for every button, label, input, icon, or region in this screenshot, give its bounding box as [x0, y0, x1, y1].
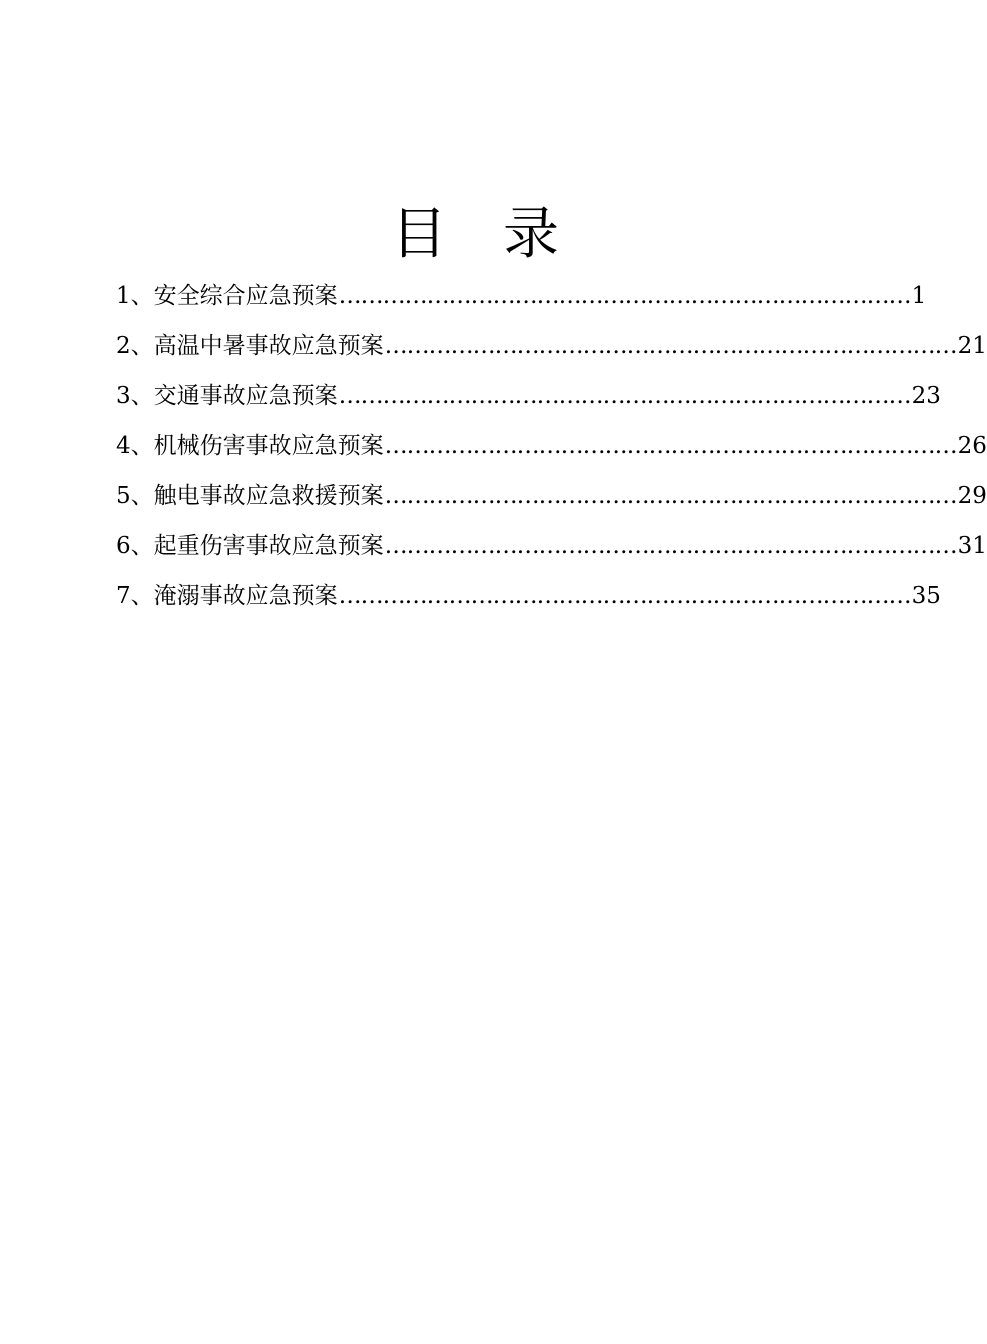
toc-entry[interactable]	[116, 273, 927, 323]
toc-entry[interactable]	[116, 523, 987, 573]
toc-entry-number: 5、	[116, 483, 154, 509]
toc-entry-title: 起重伤害事故应急预案	[153, 533, 384, 559]
toc-leader-dots: ……………………………………………………………………	[338, 583, 911, 609]
toc-entry-title: 触电事故应急救援预案	[153, 483, 384, 509]
toc-entry-page: 29	[957, 483, 987, 509]
toc-entry-number: 1、	[116, 283, 154, 309]
toc-entry-page: 1	[911, 283, 927, 309]
toc-entry-number: 2、	[116, 333, 154, 359]
toc-entry[interactable]	[116, 473, 987, 523]
toc-entry-title: 高温中暑事故应急预案	[153, 333, 384, 359]
toc-entry-page: 26	[957, 433, 987, 459]
toc-leader-dots: ……………………………………………………………………	[384, 433, 957, 459]
toc-entry-page: 23	[911, 383, 941, 409]
toc-entry[interactable]	[116, 423, 987, 473]
toc-title-char-2: 录	[503, 202, 559, 267]
toc-entry-page: 21	[957, 333, 987, 359]
toc-entry-title: 交通事故应急预案	[153, 383, 338, 409]
toc-entry-number: 7、	[116, 583, 154, 609]
toc-title	[0, 200, 950, 270]
toc-entry[interactable]	[116, 373, 941, 423]
toc-leader-dots: ……………………………………………………………………	[384, 333, 957, 359]
toc-entry-page: 31	[957, 533, 987, 559]
toc-entry-number: 6、	[116, 533, 154, 559]
toc-title-char-1: 目	[391, 202, 447, 267]
toc-entry-title: 安全综合应急预案	[153, 283, 338, 309]
toc-leader-dots: ……………………………………………………………………	[338, 383, 911, 409]
toc-entry-title: 淹溺事故应急预案	[153, 583, 338, 609]
toc-leader-dots: ……………………………………………………………………	[338, 283, 911, 309]
toc-leader-dots: ……………………………………………………………………	[384, 533, 957, 559]
toc-entry[interactable]	[116, 573, 941, 623]
toc-entry-number: 3、	[116, 383, 154, 409]
toc-leader-dots: ……………………………………………………………………	[384, 483, 957, 509]
toc-entry-title: 机械伤害事故应急预案	[153, 433, 384, 459]
toc-entry-page: 35	[911, 583, 941, 609]
toc-list	[116, 273, 987, 623]
toc-entry[interactable]	[116, 323, 987, 373]
toc-entry-number: 4、	[116, 433, 154, 459]
